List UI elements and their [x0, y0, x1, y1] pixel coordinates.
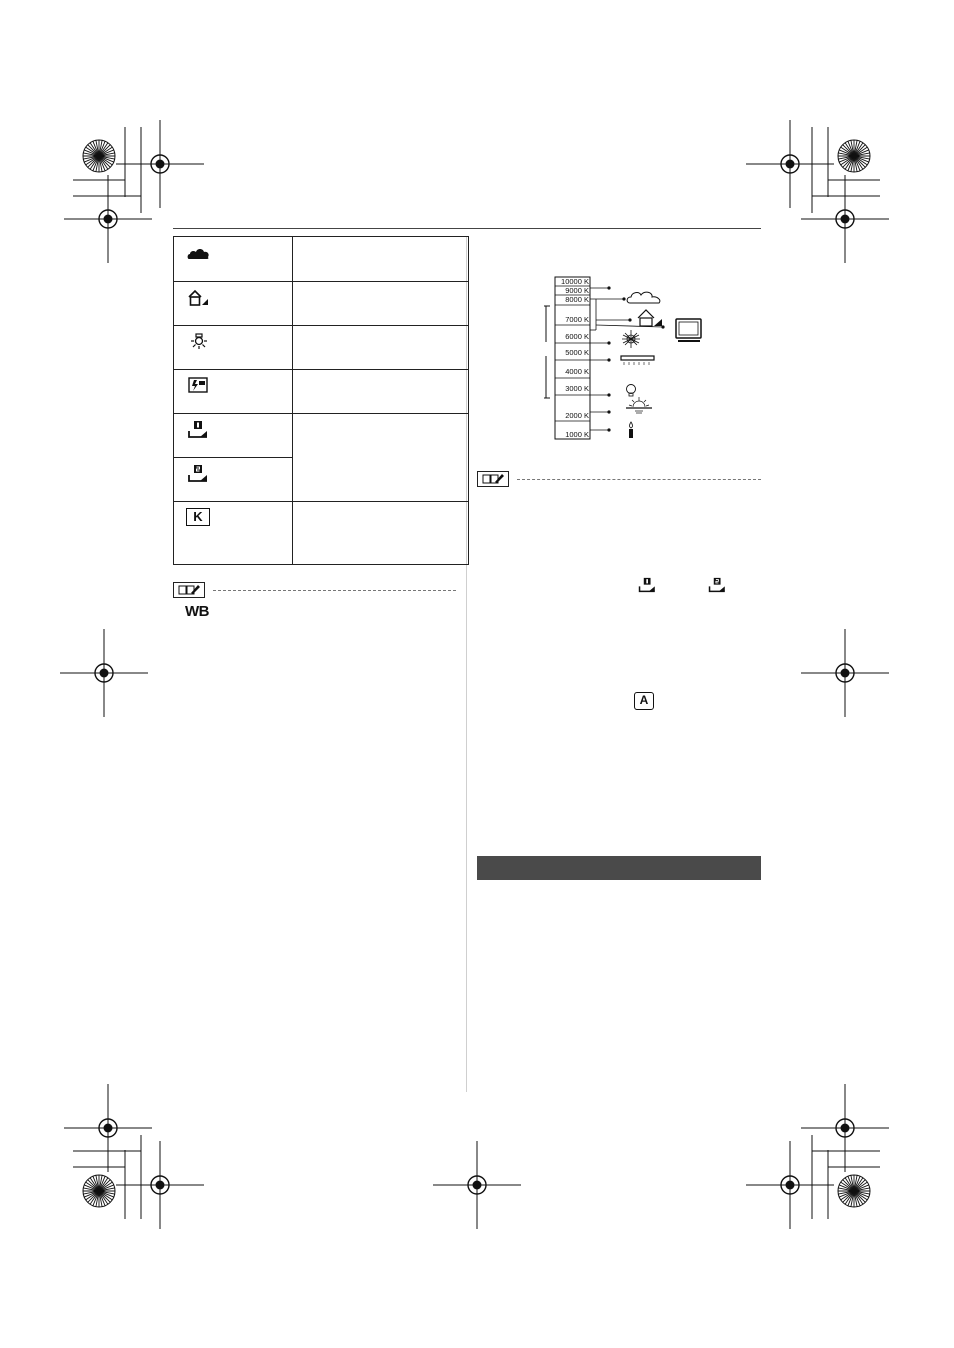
auto-wb-icon	[634, 692, 654, 710]
color-temperature-scale	[520, 270, 740, 445]
section-heading-bar	[477, 856, 761, 880]
scale-label-5000: 5000 K	[565, 348, 589, 357]
shade-description	[293, 282, 469, 326]
sun-icon	[622, 330, 640, 348]
scale-label-2000: 2000 K	[565, 411, 589, 420]
scale-label-8000: 8000 K	[565, 295, 589, 304]
bulb-icon	[627, 385, 636, 397]
kelvin-setting-icon	[186, 508, 210, 526]
scale-label-1000: 1000 K	[565, 430, 589, 439]
note-divider	[173, 582, 456, 600]
cloudy-icon	[627, 292, 660, 303]
scale-label-4000: 4000 K	[565, 367, 589, 376]
scale-label-10000: 10000 K	[561, 277, 589, 286]
wb-label: WB	[185, 603, 209, 620]
kelvin-description	[293, 502, 469, 565]
scale-label-9000: 9000 K	[565, 286, 589, 295]
auto-wb-icon-text: A	[639, 693, 649, 707]
tv-screen-icon	[676, 319, 701, 341]
scale-label-7000: 7000 K	[565, 315, 589, 324]
right-note-divider	[477, 471, 761, 489]
shade-house-icon	[638, 310, 662, 326]
white-set-2-icon	[186, 464, 212, 484]
flash-wb-icon	[186, 376, 212, 396]
flash-description	[293, 370, 469, 414]
cloud-icon	[186, 243, 212, 263]
candle-icon	[629, 422, 633, 438]
cloud-description	[293, 237, 469, 282]
halogen-description	[293, 326, 469, 370]
sunset-icon	[626, 397, 652, 413]
right-note-icon	[477, 471, 509, 487]
scale-label-3000: 3000 K	[565, 384, 589, 393]
white-set-description	[293, 414, 469, 502]
white-set-1-icon	[637, 577, 659, 594]
shade-icon	[186, 288, 212, 308]
note-icon	[173, 582, 205, 598]
fluorescent-icon	[621, 356, 654, 365]
halogen-icon	[186, 332, 212, 352]
white-set-1-icon	[186, 420, 212, 440]
white-balance-table	[173, 236, 469, 565]
white-set-2-icon	[707, 577, 729, 594]
header-rule	[173, 228, 761, 229]
scale-label-6000: 6000 K	[565, 332, 589, 341]
kelvin-icon-text: K	[193, 509, 203, 524]
